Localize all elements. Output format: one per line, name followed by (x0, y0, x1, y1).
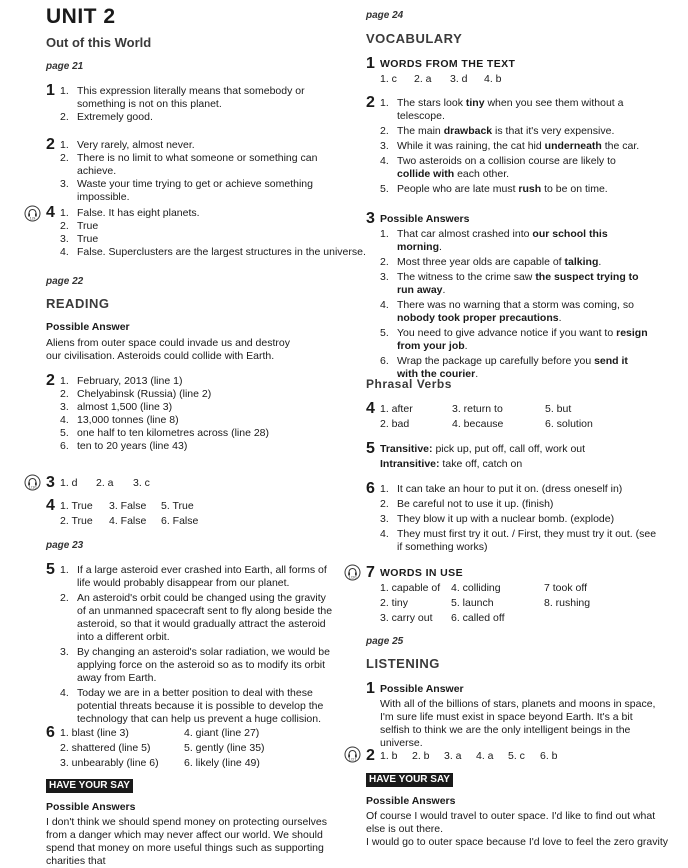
list-item: 1. The stars look tiny when you see them without a telescope. (380, 97, 624, 122)
answer-cell: 2. bad (380, 418, 410, 430)
intransitive-line: Intransitive: take off, catch on (380, 458, 523, 470)
list-item: 3. True (60, 233, 99, 245)
list-item: 3. almost 1,500 (line 3) (60, 401, 173, 413)
list-item: 5. People who are late must rush to be on time. (380, 183, 608, 195)
list-item: 3. The witness to the crime saw the suspect trying to run away. (380, 271, 639, 296)
list-item: 4. False. Superclusters are the largest structures in the universe. (60, 246, 366, 258)
answer-cell: 5. launch (451, 597, 494, 609)
list-item: 4. They must first try it out. / First, they must try it out. (see if something works) (380, 528, 657, 553)
section-heading-listening: LISTENING (366, 656, 440, 671)
list-item: 1. It can take an hour to put it on. (dress oneself in) (380, 483, 623, 495)
have-your-say-line: Of course I would travel to outer space. I'd like to find out what else is out there. (366, 810, 656, 835)
answer-cell: 8. rushing (544, 597, 591, 609)
answer-cell: 5. but (545, 403, 572, 415)
answer-cell: 5. gently (line 35) (184, 742, 265, 754)
answer-cell: 4. b (484, 73, 502, 85)
list-item: 2. An asteroid's orbit could be changed using the gravity of an unmanned spacecraft sent to fly along beside the asteroid, so that it would gradually attract the asteroid into a different orbit. (60, 592, 333, 643)
section-heading-reading: READING (46, 296, 110, 311)
exercise-number: 1 (366, 680, 375, 697)
exercise-number: 2 (366, 747, 375, 764)
answer-cell: 3. c (133, 477, 150, 489)
answer-cell: 4. giant (line 27) (184, 727, 260, 739)
listening-answer: With all of the billions of stars, planets and moons in space, I'm sure life must exist in space beyond Earth. It's a bit selfish to think we are the only intelligent beings in the universe. (380, 698, 656, 749)
list-item: 2. The main drawback is that it's very expensive. (380, 125, 615, 137)
list-item: 2. Most three year olds are capable of talking. (380, 256, 602, 268)
list-item: 5. You need to give advance notice if you want to resign from your job. (380, 327, 648, 352)
possible-answers-heading: Possible Answers (366, 795, 456, 807)
list-item: 6. Wrap the package up carefully before you send it with the courier. (380, 355, 628, 380)
list-item: 3. By changing an asteroid's solar radiation, we would be applying force on the asteroid so as to modify its orbit away from Earth. (60, 646, 330, 684)
section-heading-vocabulary: VOCABULARY (366, 31, 463, 46)
answer-cell: 1. b (380, 750, 398, 762)
answer-cell: 3. False (109, 500, 147, 512)
answer-cell: 2. b (412, 750, 430, 762)
answer-cell: 1. c (380, 73, 397, 85)
audio-cd-icon[interactable] (344, 746, 361, 763)
answer-cell: 6. likely (line 49) (184, 757, 260, 769)
answer-cell: 3. d (450, 73, 468, 85)
unit-subtitle: Out of this World (46, 35, 152, 50)
answer-cell: 1. blast (line 3) (60, 727, 129, 739)
list-item: 6. ten to 20 years (line 43) (60, 440, 188, 452)
svg-text:1/21: 1/21 (348, 757, 357, 762)
answer-cell: 1. d (60, 477, 78, 489)
have-your-say-text: I don't think we should spend money on protecting ourselves from a danger which may never affect our world. We should spend that money on more useful things such as supporting charities that (46, 816, 328, 867)
page-ref-23: page 23 (46, 540, 84, 551)
svg-text:1/20: 1/20 (348, 575, 357, 580)
list-item: 3. They blow it up with a nuclear bomb. (explode) (380, 513, 615, 525)
answer-cell: 5. c (508, 750, 525, 762)
answer-cell: 1. capable of (380, 582, 441, 594)
answer-cell: 7 took off (544, 582, 588, 594)
answer-cell: 3. return to (452, 403, 503, 415)
answer-cell: 6. False (161, 515, 199, 527)
list-item: 1. False. It has eight planets. (60, 207, 200, 219)
list-item: 2. Chelyabinsk (Russia) (line 2) (60, 388, 212, 400)
list-item: 1. That car almost crashed into our school this morning. (380, 228, 608, 253)
list-item: 1. February, 2013 (line 1) (60, 375, 183, 387)
possible-answers-heading: Possible Answers (46, 801, 136, 813)
list-item: 2. Be careful not to use it up. (finish) (380, 498, 554, 510)
page-ref-21: page 21 (46, 61, 84, 72)
exercise-number: 2 (46, 136, 55, 153)
answer-cell: 2. True (60, 515, 93, 527)
list-item: 2. Extremely good. (60, 111, 153, 123)
answer-cell: 2. a (96, 477, 114, 489)
answer-cell: 4. because (452, 418, 504, 430)
reading-answer: Aliens from outer space could invade us and destroy our civilisation. Asteroids could collide with Earth. (46, 337, 290, 362)
exercise-number: 4 (46, 204, 55, 221)
exercise-number: 6 (366, 480, 375, 497)
answer-cell: 2. a (414, 73, 432, 85)
list-item: 1. This expression literally means that somebody or something is not on this planet. (60, 85, 305, 110)
list-item: 2. There is no limit to what someone or something can achieve. (60, 152, 318, 177)
exercise-number: 4 (366, 400, 375, 417)
exercise-number: 3 (46, 474, 55, 491)
transitive-line: Transitive: pick up, put off, call off, work out (380, 443, 586, 455)
unit-title: UNIT 2 (46, 5, 116, 28)
exercise-number: 1 (366, 55, 375, 72)
exercise-number: 6 (46, 724, 55, 741)
exercise-title: WORDS FROM THE TEXT (380, 58, 516, 70)
answer-cell: 6. b (540, 750, 558, 762)
audio-cd-icon[interactable] (24, 474, 41, 491)
svg-text:1/9: 1/9 (29, 216, 36, 221)
answer-cell: 1. after (380, 403, 413, 415)
exercise-title: Possible Answers (380, 213, 470, 225)
list-item: 3. Waste your time trying to get or achieve something impossible. (60, 178, 313, 203)
list-item: 4. 13,000 tonnes (line 8) (60, 414, 179, 426)
page-ref-25: page 25 (366, 636, 404, 647)
answer-cell: 4. colliding (451, 582, 501, 594)
exercise-number: 2 (46, 372, 55, 389)
exercise-number: 2 (366, 94, 375, 111)
list-item: 4. Today we are in a better position to deal with these potential threats because it is possible to develop the technology that can help us prevent a huge collision. (60, 687, 324, 725)
audio-cd-icon[interactable] (24, 205, 41, 222)
answer-cell: 2. shattered (line 5) (60, 742, 151, 754)
exercise-number: 5 (46, 561, 55, 578)
list-item: 5. one half to ten kilometres across (line 28) (60, 427, 270, 439)
possible-answer-heading: Possible Answer (46, 321, 130, 333)
section-heading-phrasal-verbs: Phrasal Verbs (366, 377, 452, 391)
exercise-number: 1 (46, 82, 55, 99)
page-ref-22: page 22 (46, 276, 84, 287)
list-item: 4. Two asteroids on a collision course are likely to collide with each other. (380, 155, 616, 180)
answer-cell: 4. False (109, 515, 147, 527)
answer-cell: 2. tiny (380, 597, 409, 609)
answer-cell: 4. a (476, 750, 494, 762)
list-item: 4. There was no warning that a storm was coming, so nobody took proper precautions. (380, 299, 634, 324)
answer-cell: 1. True (60, 500, 93, 512)
exercise-number: 5 (366, 440, 375, 457)
list-item: 2. True (60, 220, 99, 232)
answer-cell: 3. a (444, 750, 462, 762)
exercise-number: 7 (366, 564, 375, 581)
exercise-number: 3 (366, 210, 375, 227)
answer-cell: 6. called off (451, 612, 505, 624)
answer-cell: 3. unbearably (line 6) (60, 757, 159, 769)
have-your-say-badge: HAVE YOUR SAY (46, 779, 133, 793)
exercise-title: WORDS IN USE (380, 567, 463, 579)
have-your-say-badge: HAVE YOUR SAY (366, 773, 453, 787)
page-ref-24: page 24 (366, 10, 404, 21)
have-your-say-line: I would go to outer space because I'd love to feel the zero gravity (366, 836, 669, 848)
svg-text:1/10: 1/10 (28, 485, 37, 490)
answer-cell: 3. carry out (380, 612, 433, 624)
audio-cd-icon[interactable] (344, 564, 361, 581)
answer-cell: 6. solution (545, 418, 593, 430)
list-item: 1. If a large asteroid ever crashed into Earth, all forms of life would probably disappear from our planet. (60, 564, 327, 589)
exercise-number: 4 (46, 497, 55, 514)
list-item: 1. Very rarely, almost never. (60, 139, 195, 151)
answer-cell: 5. True (161, 500, 194, 512)
list-item: 3. While it was raining, the cat hid underneath the car. (380, 140, 640, 152)
exercise-title: Possible Answer (380, 683, 464, 695)
